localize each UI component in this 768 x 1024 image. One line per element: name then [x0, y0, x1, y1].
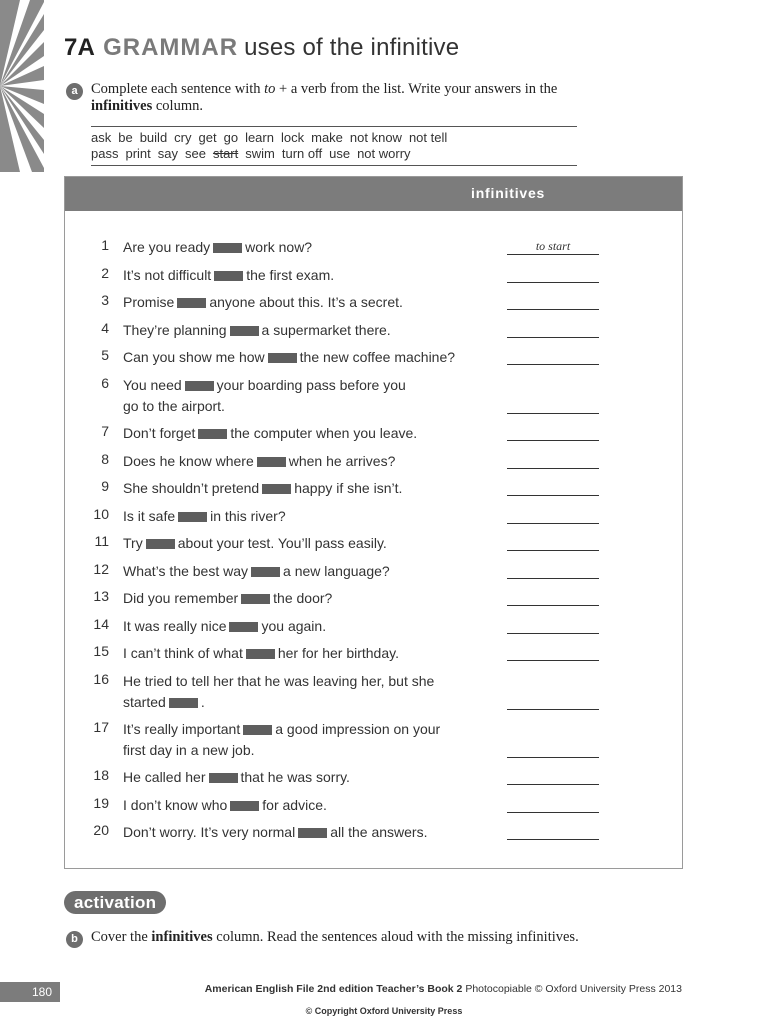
sentence-before: You need	[123, 377, 182, 393]
item-sentence	[123, 533, 387, 554]
sentence-after: your boarding pass before you	[216, 377, 406, 393]
page-number: 180	[0, 982, 60, 1002]
sentence-after: her for her birthday.	[277, 645, 399, 661]
sentence-after: that he was sorry.	[240, 769, 350, 785]
sentence-after: about your test. You’ll pass easily.	[177, 535, 387, 551]
answer-line	[507, 424, 599, 441]
sentence-after: anyone about this. It’s a secret.	[209, 294, 403, 310]
exercise-b-instruction: Cover the infinitives column. Read the sentences aloud with the missing infinitives.	[91, 929, 579, 945]
word-list-item: build	[139, 130, 168, 145]
blank-gap	[298, 828, 327, 838]
infinitives-column-header: infinitives	[471, 185, 546, 201]
item-number: 18	[93, 767, 109, 783]
sentence-after: a new language?	[283, 563, 390, 579]
sentence-before: I don’t know who	[123, 797, 228, 813]
answer-line	[507, 321, 599, 338]
blank-gap	[262, 484, 291, 494]
copyright-notice: © Copyright Oxford University Press	[305, 1006, 463, 1016]
answer-line	[507, 768, 599, 785]
blank-gap	[178, 512, 207, 522]
item-sentence	[123, 719, 440, 761]
word-list-item: use	[329, 146, 351, 161]
sentence-before: Did you remember	[123, 590, 239, 606]
item-sentence	[123, 375, 406, 417]
answer-line	[507, 617, 599, 634]
sentence-after: for advice.	[262, 797, 327, 813]
item-sentence	[123, 588, 332, 609]
item-sentence	[123, 616, 326, 637]
item-number: 15	[93, 643, 109, 659]
sentence-before: Can you show me how	[123, 349, 265, 365]
word-list-item: start	[212, 146, 239, 161]
answer-line	[507, 507, 599, 524]
word-list-item: see	[185, 146, 206, 161]
word-list-box	[91, 126, 577, 166]
word-list-item: swim	[245, 146, 275, 161]
item-number: 19	[93, 795, 109, 811]
sentence-after: in this river?	[210, 508, 286, 524]
sentence-before: Is it safe	[123, 508, 176, 524]
item-sentence	[123, 767, 350, 788]
item-number: 2	[101, 265, 109, 281]
activation-label: activation	[64, 891, 166, 914]
exercise-panel	[64, 176, 683, 869]
answer-line	[507, 348, 599, 365]
sunburst-decoration	[0, 0, 44, 172]
sentence-line2: first day in a new job.	[123, 742, 255, 758]
answer-line	[507, 741, 599, 758]
column-header-bar	[65, 177, 682, 211]
blank-gap	[241, 594, 270, 604]
blank-gap	[246, 649, 275, 659]
word-list-item: learn	[245, 130, 274, 145]
sentence-before: It’s not difficult	[123, 267, 212, 283]
word-list-item: get	[198, 130, 217, 145]
item-sentence	[123, 451, 395, 472]
blank-gap	[230, 801, 259, 811]
sentence-before: I can’t think of what	[123, 645, 243, 661]
sentence-after: the new coffee machine?	[299, 349, 456, 365]
item-sentence	[123, 237, 312, 258]
answer-line	[507, 397, 599, 414]
word-list-row-1	[91, 130, 454, 145]
item-number: 9	[101, 478, 109, 494]
blank-gap	[198, 429, 227, 439]
blank-gap	[251, 567, 280, 577]
word-list-item: not worry	[357, 146, 411, 161]
item-sentence	[123, 822, 427, 843]
sentence-before: It’s really important	[123, 721, 241, 737]
sentence-before: He called her	[123, 769, 206, 785]
answer-line: to start	[507, 238, 599, 255]
blank-gap	[268, 353, 297, 363]
sentence-before: They’re planning	[123, 322, 227, 338]
sentence-after: you again.	[261, 618, 327, 634]
item-number: 10	[93, 506, 109, 522]
item-sentence	[123, 506, 286, 527]
item-number: 5	[101, 347, 109, 363]
answer-line	[507, 562, 599, 579]
sentence-line2: started	[123, 694, 166, 710]
section-label: GRAMMAR	[103, 34, 239, 61]
item-number: 7	[101, 423, 109, 439]
sentence-before: He tried to tell her that he was leaving her, but she	[123, 673, 435, 689]
item-sentence	[123, 478, 402, 499]
answer-line	[507, 293, 599, 310]
item-number: 14	[93, 616, 109, 632]
item-number: 1	[101, 237, 109, 253]
sentence-before: She shouldn’t pretend	[123, 480, 260, 496]
word-list-item: turn off	[281, 146, 323, 161]
blank-gap	[230, 326, 259, 336]
word-list-item: not know	[349, 130, 402, 145]
item-number: 4	[101, 320, 109, 336]
item-number: 13	[93, 588, 109, 604]
blank-gap	[209, 773, 238, 783]
sentence-after: a good impression on your	[275, 721, 441, 737]
item-number: 12	[93, 561, 109, 577]
blank-gap	[146, 539, 175, 549]
answer-line	[507, 452, 599, 469]
item-sentence	[123, 292, 403, 313]
item-number: 3	[101, 292, 109, 308]
blank-gap	[169, 698, 198, 708]
word-list-item: go	[223, 130, 239, 145]
sentence-line2-end: .	[200, 694, 205, 710]
sentence-before: Try	[123, 535, 143, 551]
item-number: 6	[101, 375, 109, 391]
exercise-b-badge: b	[66, 931, 83, 948]
word-list-row-2	[91, 146, 418, 161]
item-number: 17	[93, 719, 109, 735]
answer-line	[507, 823, 599, 840]
word-list-item: cry	[174, 130, 192, 145]
sentence-before: It was really nice	[123, 618, 227, 634]
word-list-item: lock	[280, 130, 305, 145]
item-sentence	[123, 423, 417, 444]
item-number: 20	[93, 822, 109, 838]
blank-gap	[257, 457, 286, 467]
item-sentence	[123, 795, 327, 816]
item-sentence	[123, 320, 391, 341]
sentence-after: when he arrives?	[288, 453, 396, 469]
item-sentence	[123, 347, 455, 368]
page-title	[64, 34, 459, 62]
sentence-after: the first exam.	[246, 267, 335, 283]
answer-line	[507, 479, 599, 496]
sentence-before: Promise	[123, 294, 175, 310]
word-list-item: pass	[91, 146, 119, 161]
sentence-after: work now?	[245, 239, 313, 255]
blank-gap	[185, 381, 214, 391]
sentence-after: the computer when you leave.	[230, 425, 418, 441]
word-list-item: not tell	[408, 130, 448, 145]
item-sentence	[123, 671, 434, 713]
answer-line	[507, 266, 599, 283]
sentence-before: Are you ready	[123, 239, 211, 255]
topic-title: uses of the infinitive	[244, 34, 460, 61]
item-number: 11	[94, 533, 109, 549]
word-list-item: be	[118, 130, 133, 145]
sentence-after: the door?	[273, 590, 333, 606]
item-sentence	[123, 561, 390, 582]
answer-line	[507, 644, 599, 661]
blank-gap	[229, 622, 258, 632]
sentence-before: Don’t forget	[123, 425, 196, 441]
answer-line	[507, 693, 599, 710]
item-number: 8	[101, 451, 109, 467]
blank-gap	[214, 271, 243, 281]
sentence-before: What’s the best way	[123, 563, 249, 579]
word-list-item: ask	[91, 130, 112, 145]
sentence-before: Don’t worry. It’s very normal	[123, 824, 296, 840]
unit-code: 7A	[64, 34, 96, 61]
blank-gap	[177, 298, 206, 308]
sentence-line2: go to the airport.	[123, 398, 225, 414]
answer-line	[507, 796, 599, 813]
item-sentence	[123, 643, 399, 664]
word-list-item: make	[311, 130, 343, 145]
blank-gap	[213, 243, 242, 253]
sentence-after: happy if she isn’t.	[294, 480, 403, 496]
item-sentence	[123, 265, 334, 286]
sentence-before: Does he know where	[123, 453, 254, 469]
answer-line	[507, 534, 599, 551]
word-list-item: say	[157, 146, 178, 161]
word-list-item: print	[125, 146, 151, 161]
sentence-after: a supermarket there.	[261, 322, 391, 338]
item-number: 16	[93, 671, 109, 687]
footer-credits: American English File 2nd edition Teacher’s Book 2 Photocopiable © Oxford University Press 2013	[204, 983, 682, 995]
exercise-a-instruction: Complete each sentence with to + a verb from the list. Write your answers in the infinitives column.	[91, 81, 558, 114]
exercise-a-badge: a	[66, 83, 83, 100]
answer-line	[507, 589, 599, 606]
sentence-after: all the answers.	[330, 824, 428, 840]
blank-gap	[243, 725, 272, 735]
